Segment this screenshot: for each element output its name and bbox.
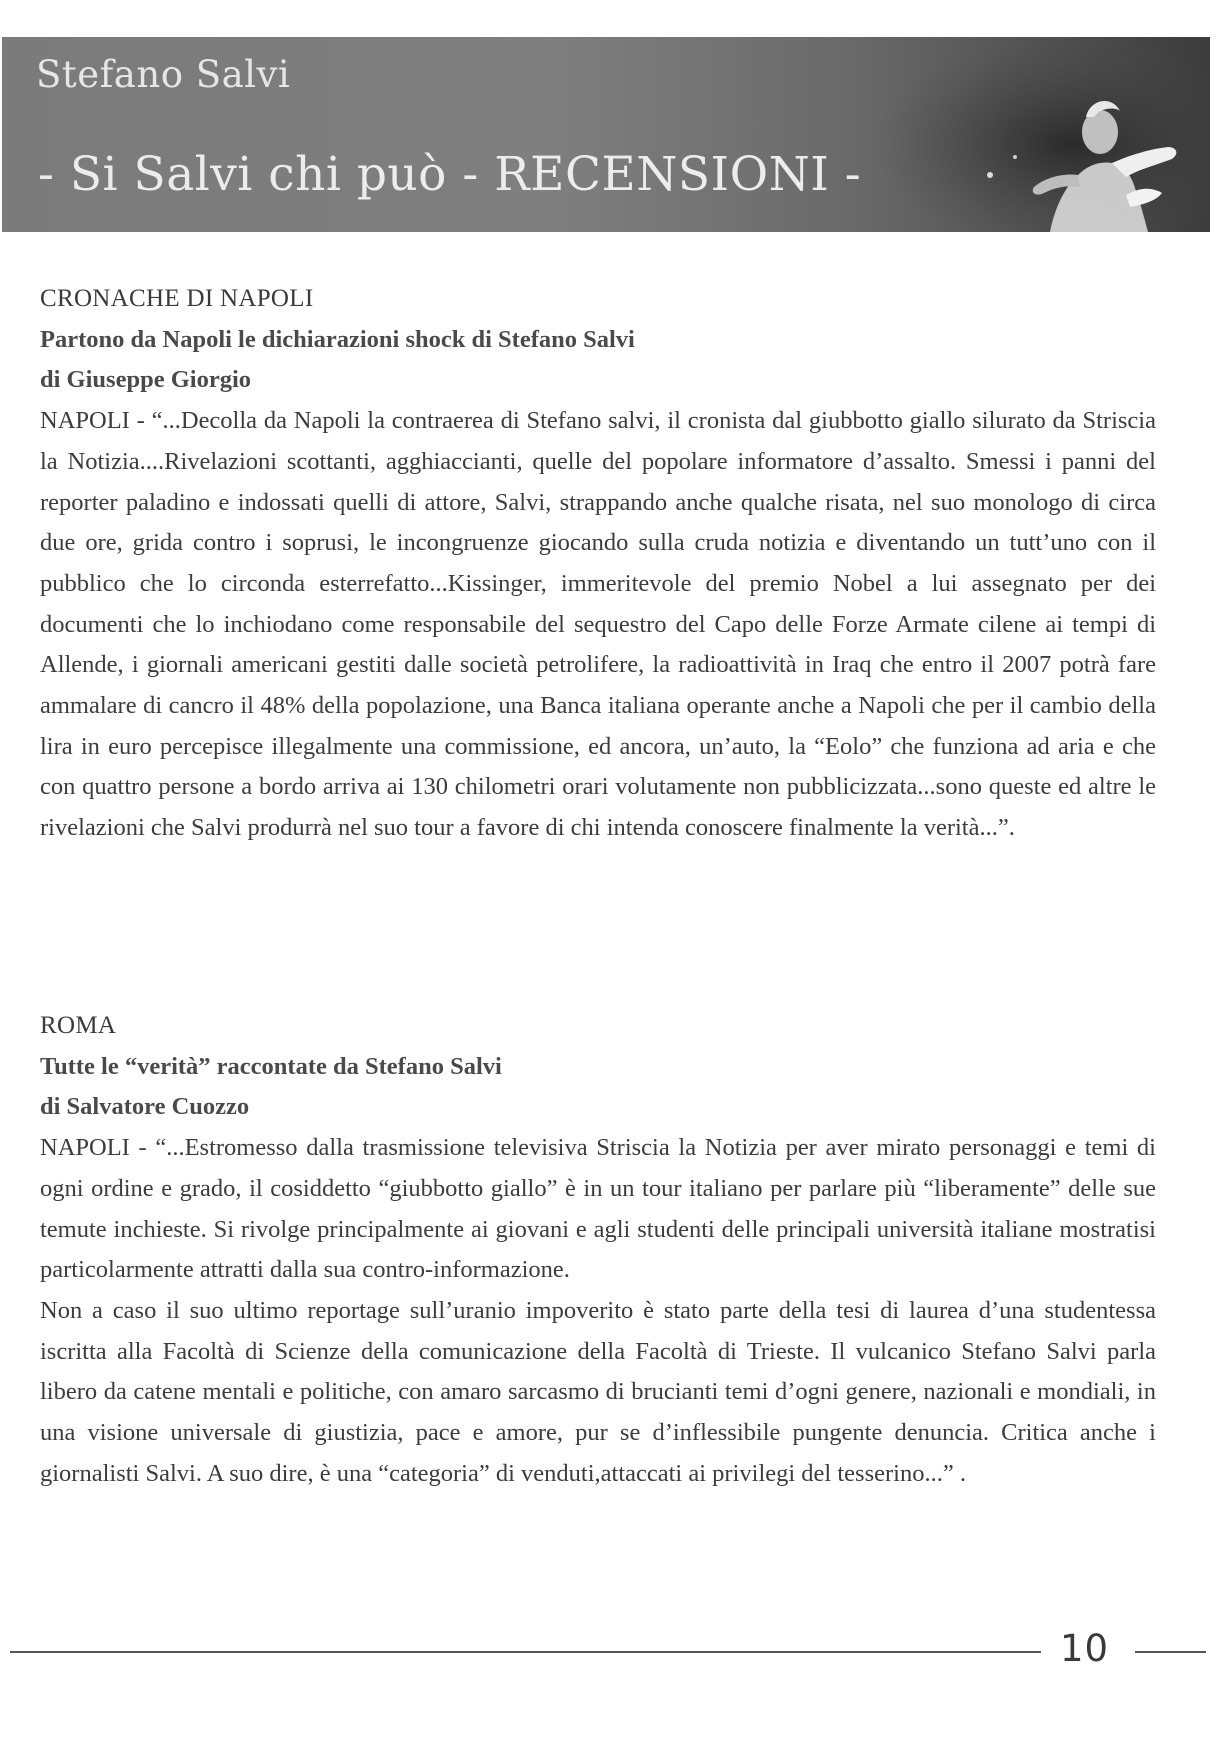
article-byline: di Salvatore Cuozzo <box>40 1093 250 1121</box>
header-banner <box>2 37 1210 232</box>
article-paragraph: Non a caso il suo ultimo reportage sull’uranio impoverito è stato parte della tesi di laurea d’una studentessa iscritta alla Facoltà di Scienze della comunicazione della Facoltà di Trieste. Il vulcanico Stefano Salvi parla libero da catene mentali e politiche, con amaro sarcasmo di brucianti temi d’ogni genere, nazionali e mondiali, in una visione universale di giustizia, pace e amore, pur se d’inflessibile pungente denuncia. Critica anche i giornalisti Salvi. A suo dire, è una “categoria” di venduti,attaccati ai privilegi del tesserino...” . <box>40 1296 1156 1487</box>
page-number: 10 <box>1060 1627 1110 1670</box>
article-roma <box>40 1006 1156 1494</box>
banner-title: - Si Salvi chi può - RECENSIONI - <box>38 147 862 202</box>
performer-photo <box>850 37 1210 232</box>
article-body <box>40 1128 1156 1494</box>
article-source: CRONACHE DI NAPOLI <box>40 285 314 312</box>
banner-author: Stefano Salvi <box>36 53 291 96</box>
footer-rule <box>10 1651 1041 1653</box>
article-byline: di Giuseppe Giorgio <box>40 366 252 394</box>
article-source: ROMA <box>40 1012 117 1039</box>
article-headline: Tutte le “verità” raccontate da Stefano Salvi <box>40 1052 502 1080</box>
article-cronache-di-napoli <box>40 279 1156 849</box>
article-headline: Partono da Napoli le dichiarazioni shock di Stefano Salvi <box>40 325 635 353</box>
footer-rule <box>1135 1651 1206 1653</box>
article-paragraph: NAPOLI - “...Decolla da Napoli la contraerea di Stefano salvi, il cronista dal giubbotto giallo silurato da Striscia la Notizia....Rivelazioni scottanti, agghiaccianti, quelle del popolare informatore d’assalto. Smessi i panni del reporter paladino e indossati quelli di attore, Salvi, strappando anche qualche risata, nel suo monologo di circa due ore, grida contro i soprusi, le incongruenze giocando sulla cruda notizia e diventando un tutt’uno con il pubblico che lo circonda esterrefatto...Kissinger, immeritevole del premio Nobel a lui assegnato per dei documenti che lo inchiodano come responsabile del sequestro del Capo delle Forze Armate cilene ai tempi di Allende, i giornali americani gestiti dalle società petrolifere, la radioattività in Iraq che entro il 2007 potrà fare ammalare di cancro il 48% della popolazione, una Banca italiana operante anche a Napoli che per il cambio della lira in euro percepisce illegalmente una commissione, ed ancora, un’auto, la “Eolo” che funziona ad aria e che con quattro persone a bordo arriva ai 130 chilometri orari volutamente non pubblicizzata...sono queste ed altre le rivelazioni che Salvi produrrà nel suo tour a favore di chi intenda conoscere finalmente la verità...”. <box>40 407 1156 842</box>
article-paragraph: NAPOLI - “...Estromesso dalla trasmissione televisiva Striscia la Notizia per aver mirato personaggi e temi di ogni ordine e grado, il cosiddetto “giubbotto giallo” è in un tour italiano per parlare più “liberamente” delle sue temute inchieste. Si rivolge principalmente ai giovani e agli studenti delle principali università italiane mostratisi particolarmente attratti dalla sua contro-informazione. <box>40 1134 1156 1284</box>
article-body <box>40 401 1156 849</box>
